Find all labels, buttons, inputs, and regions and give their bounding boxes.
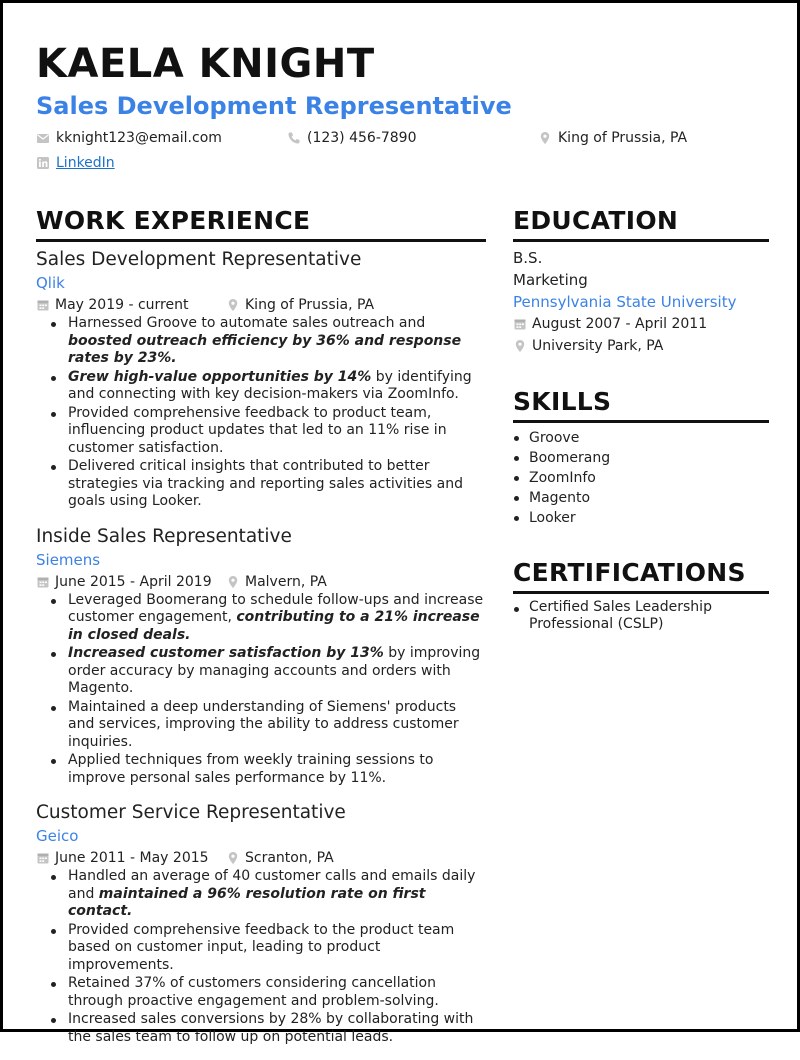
school-name: Pennsylvania State University: [513, 293, 737, 311]
location-text: King of Prussia, PA: [558, 130, 688, 146]
list-item: Handled an average of 40 customer calls and emails daily and maintained a 96% resolution rate on first contact.: [36, 868, 486, 921]
list-item: Increased customer satisfaction by 13% by improving order accuracy by managing accounts and orders with Magento.: [36, 645, 486, 698]
skills-heading: SKILLS: [513, 387, 769, 423]
job-entry: [36, 801, 486, 1046]
skills-section: [513, 387, 769, 528]
contact-email: [36, 129, 222, 147]
phone-text: (123) 456-7890: [307, 130, 417, 146]
list-item: Grew high-value opportunities by 14% by identifying and connecting with key decision-makers via ZoomInfo.: [36, 369, 486, 404]
education-section: [513, 206, 769, 355]
calendar-icon: [36, 575, 50, 589]
education-location-row: [513, 337, 769, 355]
list-item: Certified Sales Leadership Professional (CSLP): [513, 599, 769, 633]
list-item: Magento: [513, 488, 769, 508]
contact-location: [538, 129, 687, 147]
linkedin-icon: [36, 156, 50, 170]
job-bullets: [36, 315, 486, 511]
linkedin-link[interactable]: LinkedIn: [56, 155, 115, 171]
job-dates: May 2019 - current: [55, 297, 189, 313]
education-dates: August 2007 - April 2011: [532, 316, 708, 332]
envelope-icon: [36, 131, 50, 145]
map-pin-icon: [226, 851, 240, 865]
degree: B.S.: [513, 249, 543, 267]
job-location: King of Prussia, PA: [245, 297, 375, 313]
map-pin-icon: [538, 131, 552, 145]
work-experience-heading: WORK EXPERIENCE: [36, 206, 486, 242]
map-pin-icon: [513, 339, 527, 353]
job-location: Malvern, PA: [245, 573, 327, 590]
list-item: ZoomInfo: [513, 468, 769, 488]
candidate-role: Sales Development Representative: [36, 92, 512, 120]
job-entry: [36, 248, 486, 511]
job-bullets: [36, 592, 486, 788]
list-item: Provided comprehensive feedback to product team, influencing product updates that led to an 11% rise in customer satisfaction.: [36, 405, 486, 458]
company-name: Qlik: [36, 274, 65, 292]
job-title: Inside Sales Representative: [36, 525, 292, 547]
skills-list: [513, 428, 769, 528]
calendar-icon: [36, 851, 50, 865]
list-item: Looker: [513, 508, 769, 528]
field-of-study: Marketing: [513, 271, 588, 289]
job-title: Customer Service Representative: [36, 802, 346, 823]
list-item: Delivered critical insights that contributed to better strategies via tracking and reporting sales activities and goals using Looker.: [36, 458, 486, 511]
candidate-name: KAELA KNIGHT: [36, 41, 375, 87]
certifications-heading: CERTIFICATIONS: [513, 558, 769, 594]
education-heading: EDUCATION: [513, 206, 769, 242]
list-item: Maintained a deep understanding of Siemens' products and services, improving the ability to address customer inquiries.: [36, 699, 486, 752]
right-column: [513, 206, 769, 655]
calendar-icon: [36, 298, 50, 312]
map-pin-icon: [226, 298, 240, 312]
job-bullets: [36, 868, 486, 1046]
education-location: University Park, PA: [532, 338, 664, 354]
email-text: kknight123@email.com: [56, 130, 222, 146]
job-title: Sales Development Representative: [36, 249, 362, 270]
list-item: Boomerang: [513, 448, 769, 468]
calendar-icon: [513, 317, 527, 331]
certifications-section: [513, 558, 769, 633]
phone-icon: [287, 131, 301, 145]
list-item: Harnessed Groove to automate sales outreach and boosted outreach efficiency by 36% and response rates by 23%.: [36, 315, 486, 368]
job-meta: [36, 573, 486, 591]
list-item: Groove: [513, 428, 769, 448]
education-dates-row: [513, 315, 769, 333]
list-item: Retained 37% of customers considering cancellation through proactive engagement and problem-solving.: [36, 975, 486, 1010]
list-item: Applied techniques from weekly training sessions to improve personal sales performance by 11%.: [36, 752, 486, 787]
list-item: Provided comprehensive feedback to the product team based on customer input, leading to product improvements.: [36, 922, 486, 975]
list-item: Increased sales conversions by 28% by collaborating with the sales team to follow up on potential leads.: [36, 1011, 486, 1046]
job-dates: June 2011 - May 2015: [55, 850, 209, 866]
certifications-list: [513, 599, 769, 633]
job-meta: [36, 849, 486, 867]
job-location: Scranton, PA: [245, 850, 334, 866]
contact-phone: [287, 129, 417, 147]
job-entry: [36, 525, 486, 788]
work-experience-section: [36, 206, 486, 1060]
list-item: Leveraged Boomerang to schedule follow-ups and increase customer engagement, contributing to a 21% increase in closed deals.: [36, 592, 486, 645]
job-meta: [36, 296, 486, 314]
contact-linkedin: [36, 154, 115, 172]
company-name: Siemens: [36, 550, 101, 569]
job-dates: June 2015 - April 2019: [55, 573, 212, 590]
company-name: Geico: [36, 827, 79, 845]
map-pin-icon: [226, 575, 240, 589]
